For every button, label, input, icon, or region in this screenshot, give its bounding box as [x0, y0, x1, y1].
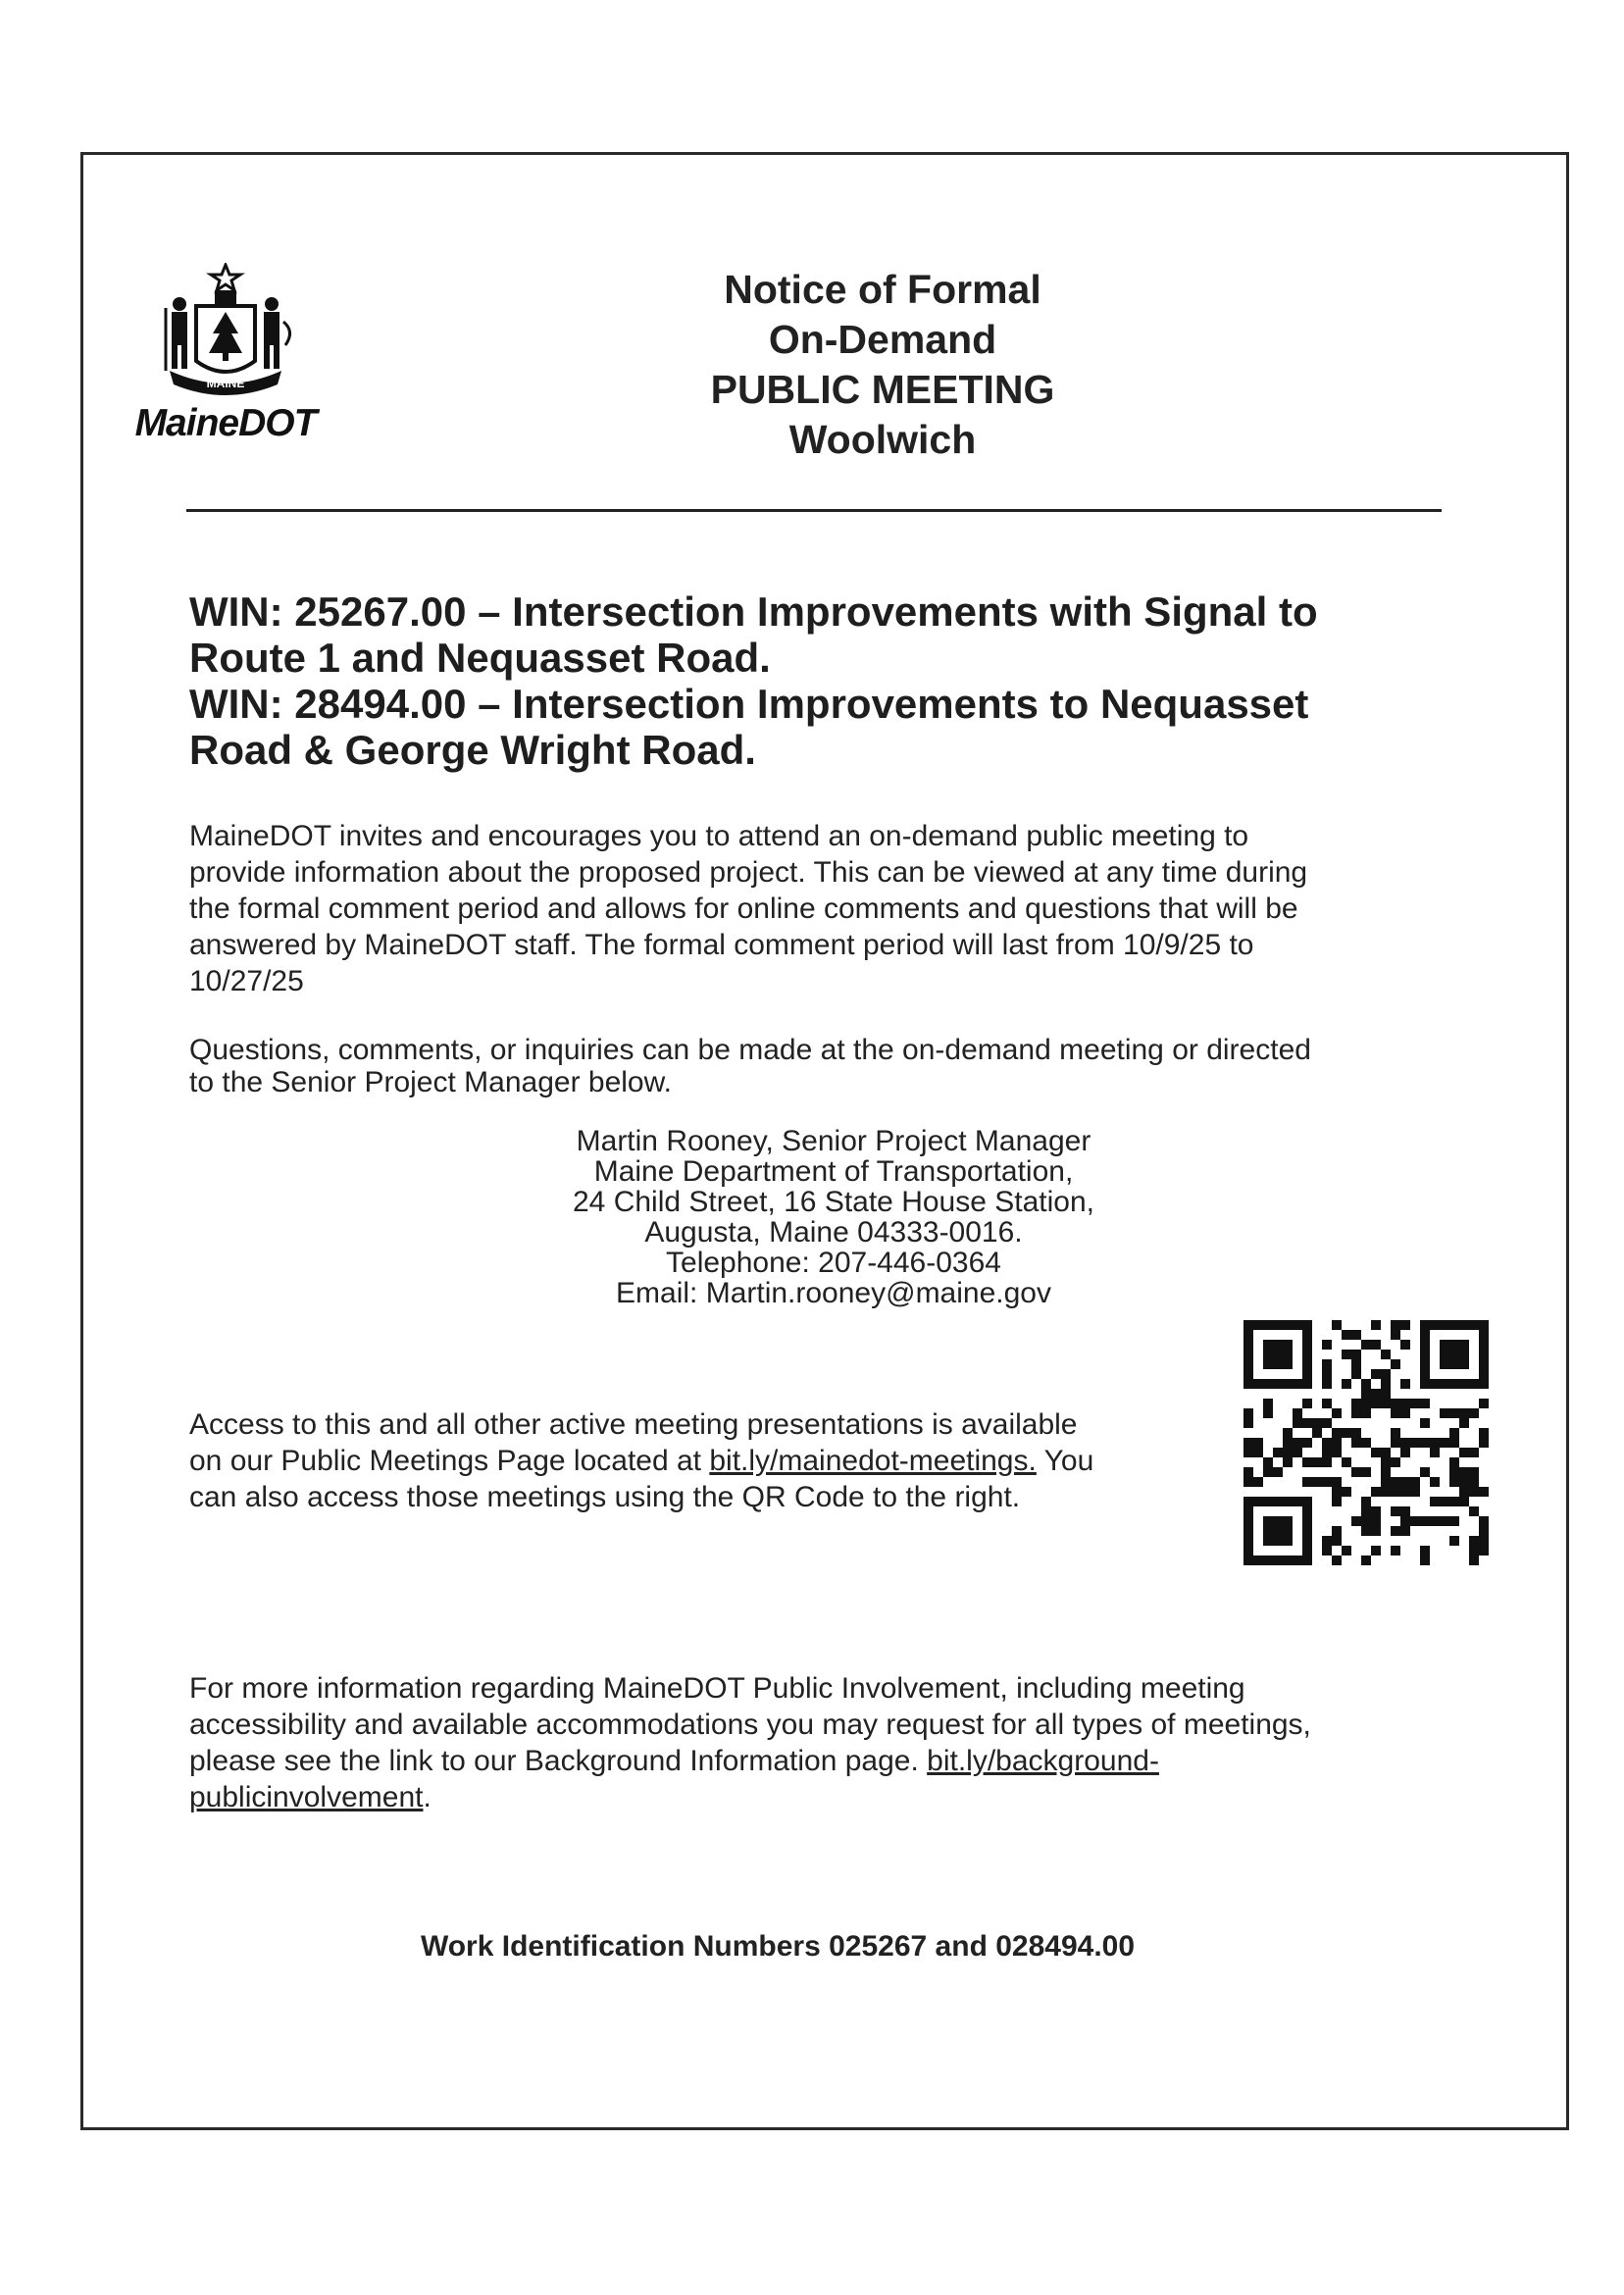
- qr-module: [1361, 1497, 1371, 1506]
- qr-module: [1342, 1330, 1351, 1340]
- qr-module: [1312, 1457, 1322, 1467]
- qr-module: [1479, 1546, 1489, 1556]
- qr-module: [1440, 1408, 1449, 1418]
- qr-module: [1381, 1350, 1391, 1359]
- qr-module: [1400, 1408, 1410, 1418]
- qr-module: [1322, 1477, 1332, 1487]
- project-heading-line: Road & George Wright Road.: [189, 727, 756, 773]
- qr-module: [1371, 1516, 1381, 1526]
- qr-module: [1371, 1389, 1381, 1399]
- qr-module: [1332, 1448, 1342, 1457]
- qr-module: [1440, 1516, 1449, 1526]
- qr-module: [1302, 1438, 1312, 1448]
- qr-module: [1322, 1399, 1332, 1408]
- qr-module: [1400, 1487, 1410, 1497]
- qr-module: [1420, 1546, 1430, 1556]
- qr-module: [1430, 1477, 1440, 1487]
- qr-module: [1322, 1359, 1332, 1369]
- qr-module: [1322, 1448, 1332, 1457]
- qr-module: [1410, 1438, 1420, 1448]
- qr-module: [1351, 1350, 1361, 1359]
- qr-module: [1263, 1457, 1273, 1467]
- qr-module: [1342, 1457, 1351, 1467]
- qr-module: [1479, 1399, 1489, 1408]
- qr-module: [1263, 1399, 1273, 1408]
- qr-module: [1459, 1467, 1469, 1477]
- project-heading-line: WIN: 25267.00 – Intersection Improvements with Signal to: [189, 588, 1318, 635]
- footer-work-ids: Work Identification Numbers 025267 and 028494.00: [420, 1930, 1136, 1963]
- contact-city: Augusta, Maine 04333-0016.: [644, 1216, 1023, 1249]
- svg-text:MAINE: MAINE: [206, 377, 245, 390]
- qr-module: [1342, 1350, 1351, 1359]
- qr-module: [1283, 1457, 1293, 1467]
- contact-street: 24 Child Street, 16 State House Station,: [573, 1186, 1094, 1218]
- qr-module: [1371, 1526, 1381, 1536]
- intro-line: provide information about the proposed project. This can be viewed at any time during: [189, 856, 1308, 889]
- intro-line: the formal comment period and allows for online comments and questions that will be: [189, 892, 1298, 925]
- project-heading-line: WIN: 28494.00 – Intersection Improvements to Nequasset: [189, 681, 1309, 727]
- title-line: Woolwich: [788, 417, 977, 462]
- qr-module: [1479, 1536, 1489, 1546]
- qr-module: [1381, 1467, 1391, 1477]
- qr-module: [1410, 1516, 1420, 1526]
- qr-module: [1322, 1457, 1332, 1467]
- qr-module: [1400, 1506, 1410, 1516]
- qr-module: [1371, 1399, 1381, 1408]
- qr-module: [1293, 1418, 1302, 1428]
- background-link[interactable]: bit.ly/background-: [927, 1745, 1159, 1777]
- qr-module: [1449, 1457, 1459, 1467]
- qr-module: [1351, 1330, 1361, 1340]
- qr-module: [1371, 1320, 1381, 1330]
- qr-module: [1243, 1438, 1253, 1448]
- qr-module: [1302, 1457, 1312, 1467]
- questions-paragraph: [189, 1034, 1464, 1098]
- page-title: [588, 265, 1177, 465]
- mainedot-wordmark: MaineDOT: [134, 402, 317, 444]
- qr-module: [1449, 1408, 1459, 1418]
- qr-module: [1332, 1477, 1342, 1487]
- qr-module: [1469, 1536, 1479, 1546]
- qr-module: [1469, 1506, 1479, 1516]
- qr-module: [1302, 1477, 1312, 1487]
- qr-module: [1420, 1467, 1430, 1477]
- qr-module: [1322, 1418, 1332, 1428]
- qr-module: [1253, 1477, 1263, 1487]
- qr-module: [1400, 1320, 1410, 1330]
- access-line: can also access those meetings using the QR Code to the right.: [189, 1481, 1021, 1513]
- qr-module: [1469, 1487, 1479, 1497]
- more-info-line: accessibility and available accommodations you may request for all types of meetings,: [189, 1708, 1311, 1741]
- qr-module: [1332, 1487, 1342, 1497]
- qr-module: [1371, 1448, 1381, 1457]
- qr-module: [1459, 1477, 1469, 1487]
- qr-module: [1400, 1340, 1410, 1350]
- qr-module: [1391, 1428, 1400, 1438]
- qr-module: [1479, 1526, 1489, 1536]
- qr-module: [1361, 1516, 1371, 1526]
- qr-module: [1459, 1408, 1469, 1418]
- qr-module: [1361, 1408, 1371, 1418]
- intro-line: MaineDOT invites and encourages you to attend an on-demand public meeting to: [189, 820, 1249, 852]
- maine-seal-icon: [152, 263, 299, 400]
- qr-module: [1273, 1467, 1283, 1477]
- qr-module: [1430, 1448, 1440, 1457]
- qr-module: [1312, 1428, 1322, 1438]
- qr-module: [1391, 1546, 1400, 1556]
- qr-module: [1253, 1438, 1263, 1448]
- qr-module: [1420, 1556, 1430, 1565]
- qr-module: [1449, 1536, 1459, 1546]
- more-info-text: please see the link to our Background Information page.: [189, 1745, 928, 1777]
- intro-line: 10/27/25: [189, 965, 304, 997]
- qr-module: [1381, 1457, 1391, 1467]
- qr-module: [1469, 1556, 1479, 1565]
- access-text: on our Public Meetings Page located at: [189, 1445, 710, 1477]
- qr-module: [1332, 1428, 1342, 1438]
- intro-paragraph: [189, 818, 1464, 999]
- questions-line: Questions, comments, or inquiries can be made at the on-demand meeting or directed: [189, 1034, 1311, 1066]
- qr-module: [1381, 1369, 1391, 1379]
- qr-module: [1253, 1448, 1263, 1457]
- qr-module: [1361, 1379, 1371, 1389]
- qr-module: [1332, 1497, 1342, 1506]
- qr-module: [1243, 1448, 1253, 1457]
- qr-module: [1420, 1418, 1430, 1428]
- qr-module: [1342, 1428, 1351, 1438]
- qr-module: [1371, 1369, 1381, 1379]
- qr-module: [1332, 1408, 1342, 1418]
- qr-module: [1243, 1418, 1253, 1428]
- qr-module: [1459, 1418, 1469, 1428]
- qr-module: [1293, 1448, 1302, 1457]
- qr-module: [1459, 1497, 1469, 1506]
- qr-module: [1361, 1399, 1371, 1408]
- qr-module: [1469, 1546, 1479, 1556]
- qr-module: [1322, 1536, 1332, 1546]
- qr-module: [1361, 1467, 1371, 1477]
- qr-module: [1312, 1477, 1322, 1487]
- qr-module: [1342, 1546, 1351, 1556]
- qr-module: [1391, 1320, 1400, 1330]
- qr-module: [1263, 1408, 1273, 1418]
- background-link-continued[interactable]: publicinvolvement: [189, 1781, 424, 1813]
- qr-module: [1283, 1448, 1293, 1457]
- qr-module: [1293, 1408, 1302, 1418]
- more-info-paragraph: [189, 1670, 1464, 1815]
- title-line: PUBLIC MEETING: [710, 367, 1055, 412]
- qr-module: [1322, 1340, 1332, 1350]
- qr-module: [1371, 1506, 1381, 1516]
- qr-module: [1351, 1467, 1361, 1477]
- qr-module: [1351, 1516, 1361, 1526]
- qr-module: [1243, 1467, 1253, 1477]
- qr-module: [1351, 1428, 1361, 1438]
- qr-module: [1322, 1379, 1332, 1389]
- qr-module: [1440, 1438, 1449, 1448]
- questions-line: to the Senior Project Manager below.: [189, 1066, 672, 1098]
- qr-module: [1342, 1487, 1351, 1497]
- more-info-text: .: [423, 1781, 431, 1813]
- qr-module: [1381, 1389, 1391, 1399]
- qr-module: [1391, 1330, 1400, 1340]
- header-divider: [186, 509, 1442, 512]
- qr-module: [1322, 1546, 1332, 1556]
- contact-email: Email: Martin.rooney@maine.gov: [616, 1277, 1051, 1309]
- more-info-line: For more information regarding MaineDOT Public Involvement, including meeting: [189, 1672, 1245, 1705]
- qr-module: [1381, 1487, 1391, 1497]
- qr-module: [1361, 1389, 1371, 1399]
- more-info-line: [189, 1779, 1464, 1815]
- qr-module: [1391, 1477, 1400, 1487]
- qr-module: [1449, 1467, 1459, 1477]
- qr-module: [1351, 1369, 1361, 1379]
- access-text: You: [1036, 1445, 1094, 1477]
- qr-module: [1351, 1399, 1361, 1408]
- qr-module: [1400, 1448, 1410, 1457]
- qr-module: [1391, 1399, 1400, 1408]
- qr-module: [1391, 1359, 1400, 1369]
- title-line: On-Demand: [768, 317, 997, 362]
- qr-module: [1400, 1438, 1410, 1448]
- contact-name: Martin Rooney, Senior Project Manager: [576, 1125, 1091, 1157]
- qr-module: [1410, 1399, 1420, 1408]
- qr-module: [1440, 1497, 1449, 1506]
- qr-module: [1420, 1399, 1430, 1408]
- qr-module: [1410, 1477, 1420, 1487]
- qr-module: [1263, 1467, 1273, 1477]
- qr-module: [1410, 1487, 1420, 1497]
- qr-module: [1332, 1556, 1342, 1565]
- qr-module: [1381, 1399, 1391, 1408]
- contact-block: [490, 1126, 1177, 1308]
- qr-module: [1293, 1438, 1302, 1448]
- contact-department: Maine Department of Transportation,: [593, 1155, 1074, 1188]
- project-heading-line: Route 1 and Nequasset Road.: [189, 635, 771, 681]
- qr-module: [1361, 1526, 1371, 1536]
- access-line: Access to this and all other active meeting presentations is available: [189, 1408, 1078, 1441]
- qr-module: [1322, 1438, 1332, 1448]
- meetings-link[interactable]: bit.ly/mainedot-meetings.: [709, 1445, 1037, 1477]
- qr-module: [1430, 1497, 1440, 1506]
- qr-module: [1469, 1448, 1479, 1457]
- qr-module: [1479, 1487, 1489, 1497]
- qr-module: [1420, 1516, 1430, 1526]
- qr-module: [1479, 1438, 1489, 1448]
- qr-module: [1361, 1340, 1371, 1350]
- qr-module: [1459, 1487, 1469, 1497]
- qr-module: [1449, 1497, 1459, 1506]
- qr-module: [1283, 1428, 1293, 1438]
- qr-module: [1302, 1418, 1312, 1428]
- qr-module: [1449, 1438, 1459, 1448]
- qr-module: [1381, 1379, 1391, 1389]
- qr-module: [1469, 1477, 1479, 1487]
- qr-module: [1400, 1379, 1410, 1389]
- qr-module: [1400, 1399, 1410, 1408]
- qr-module: [1391, 1408, 1400, 1418]
- qr-module: [1361, 1506, 1371, 1516]
- qr-module: [1430, 1438, 1440, 1448]
- qr-module: [1361, 1556, 1371, 1565]
- qr-code-icon[interactable]: [1243, 1320, 1489, 1565]
- qr-module: [1351, 1359, 1361, 1369]
- qr-module: [1391, 1487, 1400, 1497]
- qr-module: [1273, 1448, 1283, 1457]
- qr-module: [1371, 1487, 1381, 1497]
- qr-module: [1302, 1399, 1312, 1408]
- qr-module: [1283, 1438, 1293, 1448]
- qr-module: [1400, 1526, 1410, 1536]
- qr-module: [1351, 1438, 1361, 1448]
- qr-module: [1449, 1477, 1459, 1487]
- qr-module: [1400, 1477, 1410, 1487]
- qr-module: [1479, 1428, 1489, 1438]
- title-line: Notice of Formal: [724, 267, 1041, 312]
- qr-module: [1420, 1438, 1430, 1448]
- qr-module: [1332, 1320, 1342, 1330]
- mainedot-logo: [123, 263, 329, 445]
- contact-telephone: Telephone: 207-446-0364: [666, 1247, 1001, 1279]
- qr-module: [1371, 1340, 1381, 1350]
- qr-module: [1342, 1379, 1351, 1389]
- qr-module: [1430, 1516, 1440, 1526]
- qr-module: [1469, 1408, 1479, 1418]
- qr-module: [1351, 1408, 1361, 1418]
- qr-module: [1332, 1536, 1342, 1546]
- project-headings: [189, 588, 1464, 773]
- qr-module: [1391, 1457, 1400, 1467]
- intro-line: answered by MaineDOT staff. The formal comment period will last from 10/9/25 to: [189, 929, 1254, 961]
- qr-module: [1243, 1477, 1253, 1487]
- qr-module: [1371, 1546, 1381, 1556]
- qr-module: [1449, 1428, 1459, 1438]
- qr-module: [1469, 1467, 1479, 1477]
- qr-module: [1400, 1516, 1410, 1526]
- qr-module: [1312, 1418, 1322, 1428]
- qr-module: [1391, 1506, 1400, 1516]
- qr-module: [1332, 1526, 1342, 1536]
- qr-module: [1391, 1526, 1400, 1536]
- qr-module: [1381, 1477, 1391, 1487]
- qr-module: [1361, 1438, 1371, 1448]
- qr-module: [1459, 1448, 1469, 1457]
- qr-module: [1479, 1516, 1489, 1526]
- qr-module: [1322, 1369, 1332, 1379]
- qr-module: [1243, 1408, 1253, 1418]
- more-info-line: [189, 1743, 1464, 1779]
- qr-module: [1449, 1516, 1459, 1526]
- qr-module: [1391, 1438, 1400, 1448]
- qr-module: [1332, 1438, 1342, 1448]
- qr-module: [1381, 1448, 1391, 1457]
